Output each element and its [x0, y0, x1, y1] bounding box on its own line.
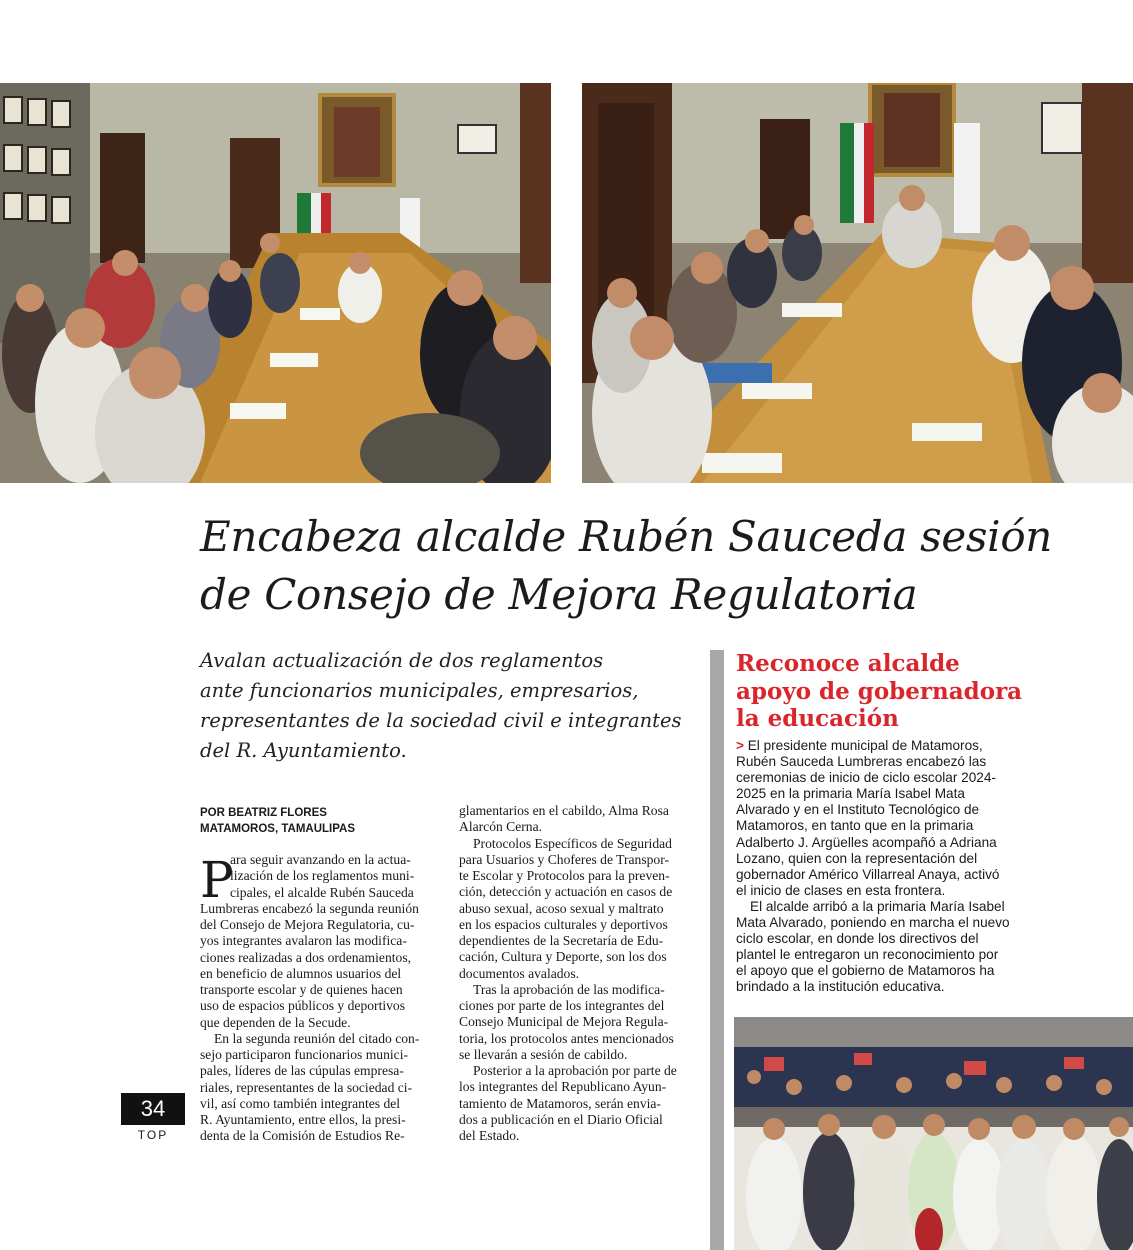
- byline: [200, 805, 355, 837]
- sidebar-title-line: la educación: [736, 705, 899, 732]
- body-line: ciones realizadas a dos ordenamientos,: [200, 949, 412, 965]
- body-line: Posterior a la aprobación por parte de: [473, 1063, 677, 1078]
- headline-line: de Consejo de Mejora Regulatoria: [200, 570, 918, 619]
- sidebar-line-text: El presidente municipal de Matamoros,: [743, 738, 983, 753]
- body-line: lización de los reglamentos muni-: [230, 868, 415, 884]
- body-line: los integrantes del Republicano Ayun-: [459, 1079, 667, 1095]
- sidebar-line: plantel le entregaron un reconocimiento por: [736, 947, 999, 963]
- body-line: denta de la Comisión de Estudios Re-: [200, 1128, 405, 1144]
- sidebar-line: Adalberto J. Argüelles acompañó a Adriana: [736, 834, 997, 850]
- body-line: riales, representantes de la sociedad ci-: [200, 1079, 413, 1095]
- body-line: cipales, el alcalde Rubén Sauceda: [230, 884, 414, 900]
- body-line: Lumbreras encabezó la segunda reunión: [200, 900, 419, 916]
- body-line: ara seguir avanzando en la actua-: [230, 852, 411, 867]
- body-line: dependientes de la Secretaría de Edu-: [459, 933, 664, 948]
- sidebar-line: gobernador Américo Villarreal Anaya, activó: [736, 866, 1000, 882]
- sidebar-line: Lozano, quien con la representación del: [736, 850, 978, 866]
- body-line: transporte escolar y de quienes hacen: [200, 982, 403, 997]
- sidebar-title-line: apoyo de gobernadora: [736, 677, 1023, 705]
- body-line: sejo participaron funcionarios munici-: [200, 1047, 408, 1062]
- body-line: cación, Cultura y Deporte, son los dos: [459, 949, 667, 965]
- sidebar-line: [736, 738, 1021, 754]
- sidebar-title-line: Reconoce alcalde: [736, 650, 960, 677]
- sidebar-title: [736, 650, 1133, 733]
- body-line: del Estado.: [459, 1128, 520, 1143]
- meeting-photo-right: [582, 83, 1133, 483]
- body-line: glamentarios en el cabildo, Alma Rosa: [459, 803, 669, 818]
- body-line: Protocolos Específicos de Seguridad: [473, 835, 672, 851]
- subhead-line: representantes de la sociedad civil e integrantes: [200, 709, 682, 732]
- sidebar-line: brindado a la institución educativa.: [736, 979, 945, 995]
- subhead-line: Avalan actualización de dos reglamentos: [200, 649, 604, 672]
- subhead-line: ante funcionarios municipales, empresarios,: [200, 679, 639, 702]
- body-line: Alarcón Cerna.: [459, 819, 543, 835]
- arrow-icon: >: [736, 738, 744, 753]
- sidebar-line: Rubén Sauceda Lumbreras encabezó las: [736, 754, 987, 770]
- body-line: tamiento de Matamoros, serán envia-: [459, 1095, 661, 1111]
- subhead-line: del R. Ayuntamiento.: [200, 739, 407, 762]
- section-label: TOP: [137, 1128, 169, 1142]
- body-line: En la segunda reunión del citado con-: [214, 1030, 420, 1046]
- sidebar-body: [736, 738, 1021, 996]
- page-number: 34: [121, 1093, 185, 1125]
- byline-author: POR BEATRIZ FLORES: [200, 807, 327, 819]
- drop-cap: P: [200, 851, 234, 909]
- body-line: se llevarán a sesión de cabildo.: [459, 1046, 628, 1062]
- body-line: dos a publicación en el Diario Oficial: [459, 1111, 663, 1127]
- sidebar-line: ciclo escolar, en donde los directivos del: [736, 931, 979, 947]
- sidebar-accent-bar: [710, 650, 724, 1250]
- body-line: R. Ayuntamiento, entre ellos, la presi-: [200, 1112, 406, 1127]
- body-line: Consejo Municipal de Mejora Regula-: [459, 1014, 669, 1030]
- sidebar-line: Alvarado y en el Instituto Tecnológico de: [736, 802, 980, 818]
- sidebar-line: 2025 en la primaria María Isabel Mata: [736, 786, 965, 802]
- article-column-2: [459, 803, 685, 1144]
- sidebar-line: El alcalde arribó a la primaria María Isabel: [750, 898, 1005, 914]
- body-line: ciones por parte de los integrantes del: [459, 998, 665, 1013]
- sidebar-line: ceremonias de inicio de ciclo escolar 2024-: [736, 770, 996, 786]
- body-line: toria, los protocolos antes mencionados: [459, 1030, 674, 1046]
- school-ceremony-photo: [734, 1017, 1133, 1250]
- byline-location: MATAMOROS, TAMAULIPAS: [200, 823, 356, 835]
- body-line: vil, así como también integrantes del: [200, 1095, 401, 1111]
- body-line: para Usuarios y Choferes de Transpor-: [459, 851, 670, 867]
- body-line: yos integrantes avalaron las modifica-: [200, 933, 407, 949]
- article-subhead: [200, 646, 700, 766]
- sidebar-line: el apoyo que el gobierno de Matamoros ha: [736, 963, 995, 979]
- body-line: del Consejo de Mejora Regulatoria, cu-: [200, 917, 415, 932]
- body-line: que dependen de la Secude.: [200, 1014, 351, 1030]
- headline-line: Encabeza alcalde Rubén Sauceda sesión: [200, 512, 1053, 561]
- body-line: ción, detección y actuación en casos de: [459, 884, 673, 900]
- body-line: documentos avalados.: [459, 965, 580, 981]
- body-line: te Escolar y Protocolos para la preven-: [459, 868, 670, 883]
- body-line: abuso sexual, acoso sexual y maltrato: [459, 900, 664, 916]
- article-headline: [200, 508, 1100, 624]
- body-line: pales, líderes de las cúpulas empresa-: [200, 1063, 404, 1079]
- sidebar-line: Matamoros, en tanto que en la primaria: [736, 818, 974, 834]
- body-line: Tras la aprobación de las modifica-: [473, 981, 665, 997]
- body-line: en los espacios culturales y deportivos: [459, 916, 668, 932]
- sidebar-line: el inicio de clases en esta frontera.: [736, 882, 946, 898]
- body-line: uso de espacios públicos y deportivos: [200, 998, 406, 1014]
- body-line: en beneficio de alumnos usuarios del: [200, 965, 402, 981]
- meeting-photo-left: [0, 83, 551, 483]
- article-column-1: [200, 852, 426, 1145]
- sidebar-line: Mata Alvarado, poniendo en marcha el nuevo: [736, 915, 1010, 931]
